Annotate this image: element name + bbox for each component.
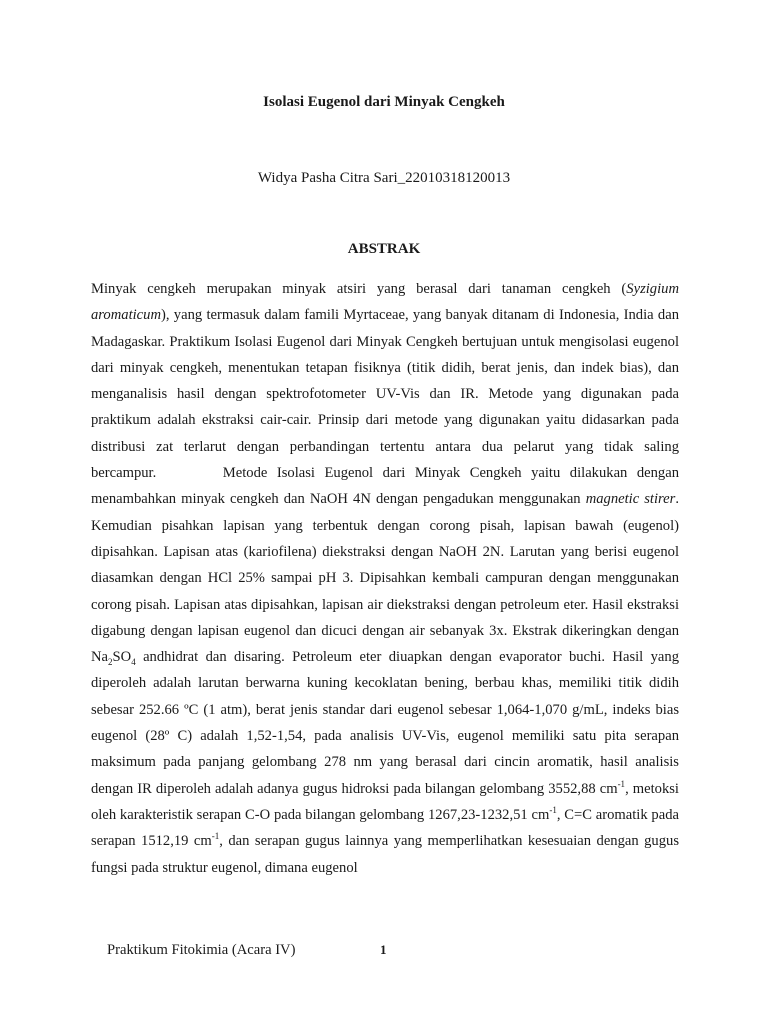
subscript: 4 [131,657,136,668]
abstract-text: . Kemudian pisahkan lapisan yang terbentuk dengan corong pisah, lapisan bawah (eugenol) dipisahkan. Lapisan atas (kariofilena) diekstraksi dengan NaOH 2N. Larutan yang berisi eugenol diasamkan dengan HCl 25% sampai pH 3. Dipisahkan kembali campuran dengan menggunakan corong pisah. Lapisan atas dipisahkan, lapisan air diekstraksi dengan petroleum eter. Hasil ekstraksi digabung dengan lapisan eugenol dan dicuci dengan air sebanyak 3x. Ekstrak dikeringkan dengan Na [91,491,679,666]
species-name: Syzigium aromaticum [91,281,679,324]
abstract-text: SO [112,649,132,666]
abstract-heading: ABSTRAK [347,241,421,257]
abstract-text: , metoksi oleh karakteristik serapan C-O pada bilangan gelombang 1267,23-1232,51 cm [91,780,679,823]
abstract-text: andhidrat dan disaring. Petroleum eter diuapkan dengan evaporator buchi. Hasil yang diperoleh adalah larutan berwarna kuning kecoklatan bening, berbau khas, memiliki titik didih sebesar 252.66 ºC (1 atm), berat jenis standar dari eugenol sebesar 1,064-1,070 g/mL, indeks bias eugenol (28º C) adalah 1,52-1,54, pada analisis UV-Vis, eugenol memiliki satu pita serapan maksimum pada panjang gelombang 278 nm yang berasal dari cincin aromatik, hasil analisis dengan IR diperoleh adalah adanya gugus hidroksi pada bilangan gelombang 3552,88 cm [91,649,679,797]
superscript: -1 [617,778,626,789]
abstract-text: , C=C aromatik pada serapan 1512,19 cm [91,806,679,850]
superscript: -1 [549,805,557,816]
equipment-term: magnetic stirer [585,491,676,508]
abstract-text: Minyak cengkeh merupakan minyak atsiri yang berasal dari tanaman cengkeh ( [91,281,627,297]
abstract-text: , dan serapan gugus lainnya yang memperlihatkan kesesuaian dengan gugus fungsi pada struktur eugenol, dimana eugenol [91,833,679,876]
footer-course: Praktikum Fitokimia (Acara IV) [107,942,296,958]
page-number: 1 [380,942,387,957]
subscript: 2 [108,657,113,668]
abstract-text: ), yang termasuk dalam famili Myrtaceae, yang banyak ditanam di Indonesia, India dan Madagaskar. Praktikum Isolasi Eugenol dari Minyak Cengkeh bertujuan untuk mengisolasi eugenol dari minyak cengkeh, menentukan tetapan fisiknya (titik didih, berat jenis, dan indek bias), dan menganalisis hasil dengan spektrofotometer UV-Vis dan IR. Metode yang digunakan pada praktikum adalah ekstraksi cair-cair. Prinsip dari metode yang digunakan yaitu didasarkan pada distribusi zat terlarut dengan perbandingan tertentu antara dua pelarut yang tidak saling bercampur. Metode Isolasi Eugenol dari Minyak Cengkeh yaitu dilakukan dengan menambahkan minyak cengkeh dan NaOH 4N dengan pengadukan menggunakan [91,307,679,508]
superscript: -1 [211,831,220,842]
document-title: Isolasi Eugenol dari Minyak Cengkeh [263,94,505,110]
author-line: Widya Pasha Citra Sari_22010318120013 [257,170,511,186]
abstract-paragraph [91,276,679,881]
